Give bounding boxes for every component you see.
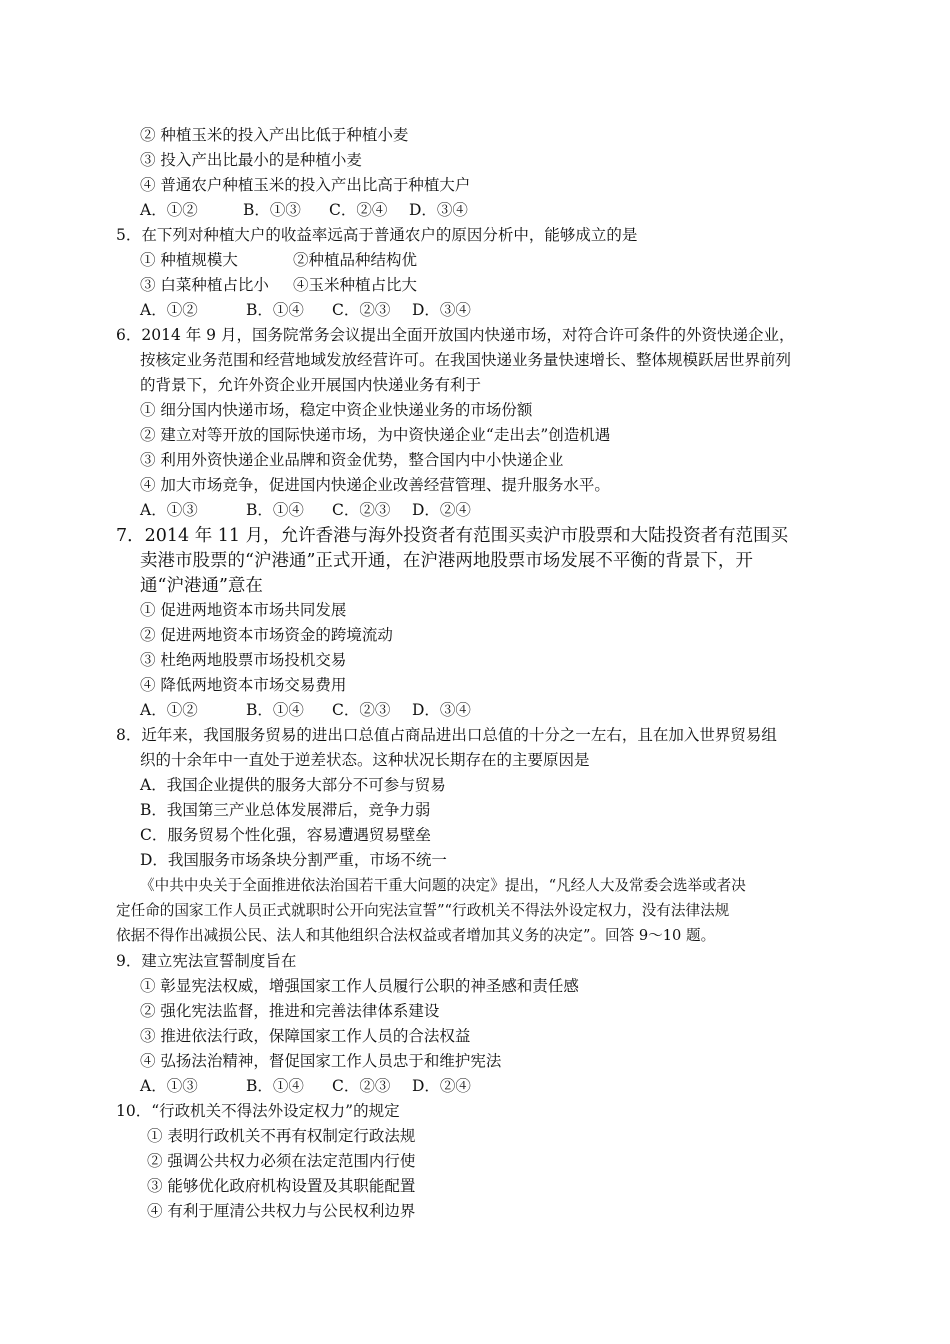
q5-stem: 5．在下列对种植大户的收益率远高于普通农户的原因分析中，能够成立的是: [116, 226, 638, 244]
q6-item-2: ② 建立对等开放的国际快递市场，为中资快递企业“走出去”创造机遇: [140, 426, 611, 444]
passage-line2: 定任命的国家工作人员正式就职时公开向宪法宣誓”“行政机关不得法外设定权力，没有法律法规: [116, 902, 730, 919]
q7-item-3: ③ 杜绝两地股票市场投机交易: [140, 651, 347, 669]
passage-line3: 依据不得作出减损公民、法人和其他组织合法权益或者增加其义务的决定”。回答 9～10 题。: [116, 927, 716, 944]
q7-item-4: ④ 降低两地资本市场交易费用: [140, 676, 347, 694]
q4-option-b: B．①③: [243, 201, 301, 219]
q9-options: [140, 1076, 471, 1096]
q7-option-b: B．①④: [246, 701, 304, 719]
q4-option-a: A．①②: [140, 201, 198, 219]
q8-stem-line1: 8．近年来，我国服务贸易的进出口总值占商品进出口总值的十分之一左右，且在加入世界贸易组: [116, 726, 777, 744]
q9-option-b: B．①④: [246, 1077, 304, 1095]
q7-option-d: D．③④: [412, 701, 471, 719]
q10-item-4: ④ 有利于厘清公共权力与公民权利边界: [147, 1202, 416, 1220]
q5-item-4: ④玉米种植占比大: [293, 276, 418, 294]
q9-item-2: ② 强化宪法监督，推进和完善法律体系建设: [140, 1002, 440, 1020]
q7-option-a: A．①②: [140, 701, 198, 719]
q4-item-4: ④ 普通农户种植玉米的投入产出比高于种植大户: [140, 176, 471, 194]
q7-stem-line3: 通“沪港通”意在: [140, 576, 263, 596]
q9-item-4: ④ 弘扬法治精神，督促国家工作人员忠于和维护宪法: [140, 1052, 502, 1070]
q9-option-c: C．②③: [332, 1077, 391, 1095]
q7-item-1: ① 促进两地资本市场共同发展: [140, 601, 347, 619]
q10-stem: 10．“行政机关不得法外设定权力”的规定: [116, 1102, 400, 1120]
q6-option-a: A．①③: [140, 501, 198, 519]
q9-stem: 9．建立宪法宣誓制度旨在: [116, 952, 297, 970]
q7-option-c: C．②③: [332, 701, 391, 719]
q6-item-4: ④ 加大市场竞争，促进国内快递企业改善经营管理、提升服务水平。: [140, 476, 610, 494]
q10-item-2: ② 强调公共权力必须在法定范围内行使: [147, 1152, 416, 1170]
q6-item-1: ① 细分国内快递市场，稳定中资企业快递业务的市场份额: [140, 401, 533, 419]
q9-option-a: A．①③: [140, 1077, 198, 1095]
q6-option-d: D．②④: [412, 501, 471, 519]
q8-stem-line2: 织的十余年中一直处于逆差状态。这种状况长期存在的主要原因是: [140, 751, 590, 769]
q8-option-b: B．我国第三产业总体发展滞后，竞争力弱: [140, 801, 431, 819]
q5-options: [140, 300, 471, 320]
q10-item-1: ① 表明行政机关不再有权制定行政法规: [147, 1127, 416, 1145]
q6-stem-line3: 的背景下，允许外资企业开展国内快递业务有利于: [140, 376, 482, 394]
q4-option-d: D．③④: [409, 201, 468, 219]
q10-item-3: ③ 能够优化政府机构设置及其职能配置: [147, 1177, 416, 1195]
q9-option-d: D．②④: [412, 1077, 471, 1095]
q4-item-3: ③ 投入产出比最小的是种植小麦: [140, 151, 362, 169]
q7-item-2: ② 促进两地资本市场资金的跨境流动: [140, 626, 393, 644]
q5-item-2: ②种植品种结构优: [293, 251, 418, 269]
q5-option-a: A．①②: [140, 301, 198, 319]
q5-item-1: ① 种植规模大: [140, 251, 238, 269]
q5-item-3: ③ 白菜种植占比小: [140, 276, 269, 294]
q9-item-1: ① 彰显宪法权威，增强国家工作人员履行公职的神圣感和责任感: [140, 977, 579, 995]
q6-option-b: B．①④: [246, 501, 304, 519]
passage-line1: 《中共中央关于全面推进依法治国若干重大问题的决定》提出，“凡经人大及常委会选举或者决: [140, 877, 746, 894]
q6-options: [140, 500, 471, 520]
q4-option-c: C．②④: [329, 201, 388, 219]
q7-stem-line2: 卖港市股票的“沪港通”正式开通，在沪港两地股票市场发展不平衡的背景下，开: [140, 551, 753, 571]
q8-option-c: C．服务贸易个性化强，容易遭遇贸易壁垒: [140, 826, 431, 844]
q6-item-3: ③ 利用外资快递企业品牌和资金优势，整合国内中小快递企业: [140, 451, 564, 469]
q6-stem-line1: 6．2014 年 9 月，国务院常务会议提出全面开放国内快递市场，对符合许可条件的外资快递企业，: [116, 326, 795, 344]
q7-options: [140, 700, 471, 720]
q5-option-c: C．②③: [332, 301, 391, 319]
q6-option-c: C．②③: [332, 501, 391, 519]
q5-option-d: D．③④: [412, 301, 471, 319]
q5-items-row1: [140, 250, 417, 270]
q7-stem-line1: 7．2014 年 11 月，允许香港与海外投资者有范围买卖沪市股票和大陆投资者有范围买: [116, 526, 789, 546]
q4-options: [140, 200, 468, 220]
q5-items-row2: [140, 275, 417, 295]
q4-item-2: ② 种植玉米的投入产出比低于种植小麦: [140, 126, 409, 144]
q5-option-b: B．①④: [246, 301, 304, 319]
q6-stem-line2: 按核定业务范围和经营地域发放经营许可。在我国快递业务量快速增长、整体规模跃居世界前列: [140, 351, 792, 369]
q8-option-d: D．我国服务市场条块分割严重，市场不统一: [140, 851, 447, 869]
q9-item-3: ③ 推进依法行政，保障国家工作人员的合法权益: [140, 1027, 471, 1045]
q8-option-a: A．我国企业提供的服务大部分不可参与贸易: [140, 776, 446, 794]
